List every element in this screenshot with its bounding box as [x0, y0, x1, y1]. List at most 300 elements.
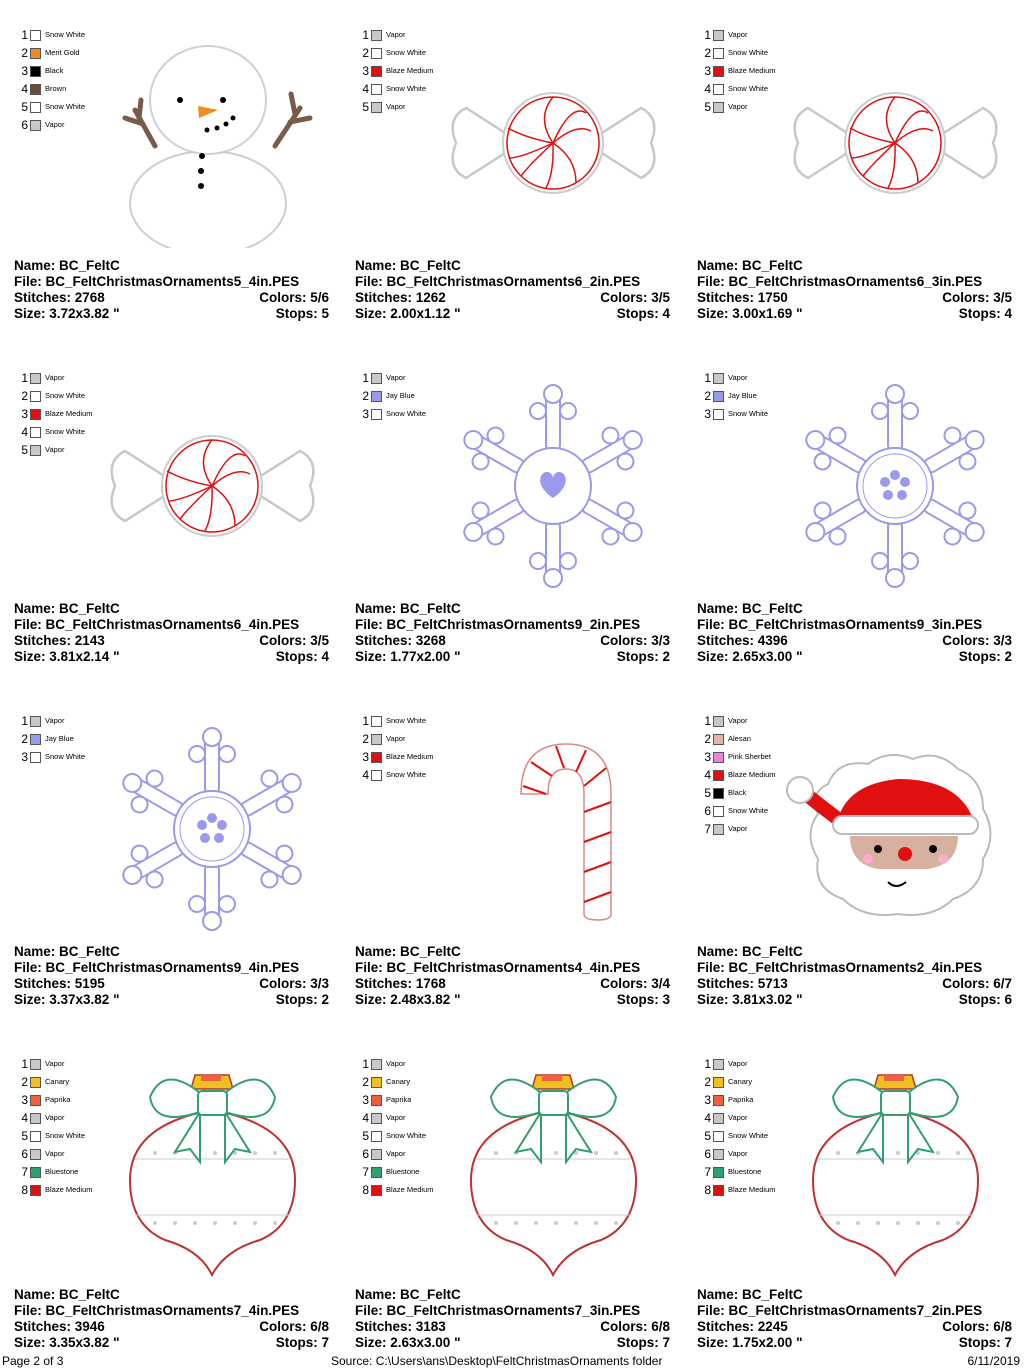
- thread-name: Vapor: [45, 120, 65, 129]
- thread-row: [18, 80, 85, 98]
- thread-row: [18, 730, 85, 748]
- thread-name: Vapor: [728, 824, 748, 833]
- thread-swatch: [371, 409, 382, 420]
- thread-number: 4: [362, 82, 369, 96]
- thread-number: 5: [21, 1129, 28, 1143]
- thread-number: 1: [362, 714, 369, 728]
- thread-row: [701, 1091, 776, 1109]
- design-stitches: Stitches: 2768: [14, 290, 105, 305]
- thread-swatch: [713, 752, 724, 763]
- thread-number: 1: [21, 371, 28, 385]
- thread-row: [18, 1091, 93, 1109]
- thread-number: 3: [21, 1093, 28, 1107]
- thread-name: Snow White: [45, 752, 86, 761]
- design-file: File: BC_FeltChristmasOrnaments6_2in.PES: [355, 274, 641, 289]
- design-size: Size: 2.65x3.00 ": [697, 649, 803, 664]
- thread-number: 1: [21, 28, 28, 42]
- design-stitches: Stitches: 1750: [697, 290, 788, 305]
- thread-number: 3: [21, 750, 28, 764]
- thread-name: Snow White: [45, 427, 86, 436]
- thread-row: [359, 98, 434, 116]
- thread-swatch: [371, 1167, 382, 1178]
- thread-swatch: [30, 66, 41, 77]
- design-stops: Stops: 2: [958, 649, 1012, 664]
- thread-swatch: [371, 102, 382, 113]
- thread-number: 5: [21, 100, 28, 114]
- thread-name: Jay Blue: [728, 391, 757, 400]
- thread-row: [18, 387, 93, 405]
- thread-number: 3: [362, 64, 369, 78]
- thread-row: [359, 712, 434, 730]
- thread-swatch: [713, 734, 724, 745]
- thread-row: [701, 369, 768, 387]
- design-info: [697, 1287, 1012, 1351]
- thread-row: [701, 26, 776, 44]
- design-card: [341, 0, 682, 342]
- thread-name: Paprika: [728, 1095, 754, 1104]
- design-name: Name: BC_FeltC: [14, 601, 120, 616]
- page-number: Page 2 of 3: [2, 1354, 64, 1368]
- thread-row: [359, 748, 434, 766]
- design-card: [341, 686, 682, 1028]
- thread-number: 6: [21, 1147, 28, 1161]
- design-stops: Stops: 4: [958, 306, 1012, 321]
- thread-swatch: [713, 30, 724, 41]
- thread-swatch: [30, 1185, 41, 1196]
- thread-number: 2: [21, 46, 28, 60]
- thread-number: 8: [362, 1183, 369, 1197]
- thread-row: [701, 98, 776, 116]
- thread-number: 5: [704, 1129, 711, 1143]
- thread-number: 7: [21, 1165, 28, 1179]
- thread-name: Bluestone: [386, 1167, 420, 1176]
- design-card: [0, 343, 341, 685]
- design-file: File: BC_FeltChristmasOrnaments5_4in.PES: [14, 274, 300, 289]
- design-file: File: BC_FeltChristmasOrnaments6_4in.PES: [14, 617, 300, 632]
- thread-name: Black: [45, 66, 64, 75]
- design-name: Name: BC_FeltC: [14, 258, 120, 273]
- design-colors: Colors: 3/5: [942, 290, 1012, 305]
- thread-name: Paprika: [45, 1095, 71, 1104]
- design-stitches: Stitches: 1262: [355, 290, 446, 305]
- thread-name: Snow White: [386, 1131, 427, 1140]
- design-colors: Colors: 6/7: [942, 976, 1012, 991]
- thread-number: 1: [704, 714, 711, 728]
- thread-swatch: [371, 1059, 382, 1070]
- thread-row: [18, 1055, 93, 1073]
- thread-name: Blaze Medium: [386, 752, 434, 761]
- thread-swatch: [30, 1077, 41, 1088]
- design-card: [341, 1029, 682, 1371]
- thread-swatch: [371, 1149, 382, 1160]
- thread-swatch: [713, 824, 724, 835]
- thread-number: 5: [21, 443, 28, 457]
- thread-swatch: [371, 734, 382, 745]
- design-colors: Colors: 3/3: [259, 976, 329, 991]
- thread-palette: [701, 1055, 776, 1199]
- thread-row: [701, 730, 776, 748]
- design-stitches: Stitches: 2143: [14, 633, 105, 648]
- thread-name: Blaze Medium: [728, 770, 776, 779]
- thread-name: Alesan: [728, 734, 751, 743]
- design-stops: Stops: 6: [958, 992, 1012, 1007]
- thread-number: 4: [21, 82, 28, 96]
- thread-name: Snow White: [386, 716, 427, 725]
- thread-swatch: [30, 409, 41, 420]
- thread-row: [359, 387, 426, 405]
- thread-row: [701, 80, 776, 98]
- thread-swatch: [371, 48, 382, 59]
- ornament-design-preview: [778, 1067, 1013, 1277]
- thread-number: 1: [362, 28, 369, 42]
- design-name: Name: BC_FeltC: [697, 258, 803, 273]
- thread-swatch: [371, 1131, 382, 1142]
- candycane-design-preview: [436, 724, 671, 934]
- thread-swatch: [713, 1113, 724, 1124]
- thread-swatch: [371, 1185, 382, 1196]
- thread-row: [18, 62, 85, 80]
- thread-swatch: [713, 409, 724, 420]
- thread-name: Blaze Medium: [386, 1185, 434, 1194]
- design-stops: Stops: 4: [616, 306, 670, 321]
- thread-number: 3: [704, 407, 711, 421]
- thread-swatch: [713, 1131, 724, 1142]
- thread-swatch: [30, 1113, 41, 1124]
- design-info: [14, 1287, 329, 1351]
- thread-row: [701, 820, 776, 838]
- thread-name: Vapor: [728, 102, 748, 111]
- thread-swatch: [371, 1077, 382, 1088]
- thread-name: Vapor: [728, 716, 748, 725]
- design-stitches: Stitches: 3946: [14, 1319, 105, 1334]
- thread-name: Vapor: [386, 1113, 406, 1122]
- thread-name: Vapor: [45, 716, 65, 725]
- thread-name: Vapor: [728, 1149, 748, 1158]
- thread-palette: [18, 26, 85, 134]
- snowman-design-preview: [95, 38, 330, 248]
- design-name: Name: BC_FeltC: [355, 1287, 461, 1302]
- thread-name: Vapor: [386, 1149, 406, 1158]
- design-info: [355, 1287, 670, 1351]
- thread-palette: [18, 1055, 93, 1199]
- design-stitches: Stitches: 5195: [14, 976, 105, 991]
- thread-name: Snow White: [386, 84, 427, 93]
- design-card: [341, 343, 682, 685]
- thread-name: Snow White: [728, 48, 769, 57]
- thread-number: 2: [362, 46, 369, 60]
- design-info: [14, 944, 329, 1008]
- thread-name: Snow White: [728, 1131, 769, 1140]
- thread-row: [701, 1145, 776, 1163]
- thread-row: [359, 1127, 434, 1145]
- thread-swatch: [30, 30, 41, 41]
- thread-number: 2: [362, 1075, 369, 1089]
- design-file: File: BC_FeltChristmasOrnaments7_3in.PES: [355, 1303, 641, 1318]
- design-stops: Stops: 3: [616, 992, 670, 1007]
- thread-swatch: [371, 84, 382, 95]
- thread-name: Snow White: [45, 391, 86, 400]
- source-path: Source: C:\Users\ans\Desktop\FeltChristmasOrnaments folder: [331, 1354, 663, 1368]
- design-info: [355, 601, 670, 665]
- thread-name: Snow White: [386, 770, 427, 779]
- thread-number: 5: [362, 100, 369, 114]
- thread-row: [701, 766, 776, 784]
- design-name: Name: BC_FeltC: [355, 258, 461, 273]
- thread-row: [18, 712, 85, 730]
- thread-row: [359, 766, 434, 784]
- thread-swatch: [713, 391, 724, 402]
- thread-number: 7: [704, 822, 711, 836]
- design-stops: Stops: 7: [275, 1335, 329, 1350]
- snowflake-star-design-preview: [778, 381, 1013, 591]
- thread-row: [18, 405, 93, 423]
- thread-number: 2: [704, 732, 711, 746]
- thread-number: 3: [362, 407, 369, 421]
- thread-number: 3: [21, 407, 28, 421]
- thread-number: 8: [704, 1183, 711, 1197]
- thread-name: Snow White: [728, 409, 769, 418]
- thread-swatch: [713, 1167, 724, 1178]
- candy-design-preview: [436, 38, 671, 248]
- thread-row: [701, 748, 776, 766]
- design-info: [697, 944, 1012, 1008]
- thread-name: Blaze Medium: [45, 409, 93, 418]
- thread-palette: [359, 712, 434, 784]
- design-file: File: BC_FeltChristmasOrnaments9_2in.PES: [355, 617, 641, 632]
- design-colors: Colors: 6/8: [259, 1319, 329, 1334]
- thread-row: [359, 1055, 434, 1073]
- thread-number: 4: [704, 82, 711, 96]
- thread-number: 5: [362, 1129, 369, 1143]
- design-card: [0, 686, 341, 1028]
- design-file: File: BC_FeltChristmasOrnaments7_2in.PES: [697, 1303, 983, 1318]
- thread-name: Vapor: [728, 30, 748, 39]
- thread-swatch: [30, 752, 41, 763]
- thread-name: Vapor: [728, 1113, 748, 1122]
- thread-number: 2: [704, 1075, 711, 1089]
- design-size: Size: 3.81x3.02 ": [697, 992, 803, 1007]
- thread-row: [18, 369, 93, 387]
- thread-number: 8: [21, 1183, 28, 1197]
- design-stitches: Stitches: 2245: [697, 1319, 788, 1334]
- thread-number: 2: [21, 732, 28, 746]
- design-card: [683, 0, 1024, 342]
- design-name: Name: BC_FeltC: [697, 601, 803, 616]
- design-info: [355, 944, 670, 1008]
- thread-row: [359, 1163, 434, 1181]
- thread-row: [701, 1109, 776, 1127]
- thread-swatch: [30, 48, 41, 59]
- thread-row: [359, 26, 434, 44]
- candy-design-preview: [95, 381, 330, 591]
- thread-name: Snow White: [386, 409, 427, 418]
- design-file: File: BC_FeltChristmasOrnaments4_4in.PES: [355, 960, 641, 975]
- thread-number: 3: [704, 750, 711, 764]
- thread-name: Vapor: [386, 734, 406, 743]
- thread-number: 1: [704, 1057, 711, 1071]
- thread-name: Brown: [45, 84, 67, 93]
- thread-number: 2: [21, 389, 28, 403]
- thread-swatch: [30, 1095, 41, 1106]
- thread-row: [701, 44, 776, 62]
- thread-name: Vapor: [45, 1113, 65, 1122]
- design-name: Name: BC_FeltC: [14, 944, 120, 959]
- design-colors: Colors: 3/3: [600, 633, 670, 648]
- thread-name: Vapor: [386, 373, 406, 382]
- thread-row: [359, 1073, 434, 1091]
- design-name: Name: BC_FeltC: [697, 944, 803, 959]
- thread-number: 1: [21, 714, 28, 728]
- thread-number: 3: [704, 64, 711, 78]
- design-colors: Colors: 3/5: [600, 290, 670, 305]
- thread-name: Snow White: [728, 84, 769, 93]
- page-footer: [0, 1354, 1024, 1370]
- thread-name: Paprika: [386, 1095, 412, 1104]
- thread-palette: [18, 712, 85, 766]
- thread-number: 3: [704, 1093, 711, 1107]
- thread-palette: [701, 712, 776, 838]
- design-info: [14, 601, 329, 665]
- thread-swatch: [30, 445, 41, 456]
- snowflake-star-design-preview: [95, 724, 330, 934]
- design-info: [697, 601, 1012, 665]
- thread-name: Jay Blue: [45, 734, 74, 743]
- thread-number: 4: [362, 768, 369, 782]
- design-colors: Colors: 3/3: [942, 633, 1012, 648]
- thread-name: Vapor: [45, 373, 65, 382]
- thread-row: [701, 1127, 776, 1145]
- thread-number: 4: [704, 768, 711, 782]
- thread-row: [359, 1145, 434, 1163]
- design-name: Name: BC_FeltC: [14, 1287, 120, 1302]
- design-card: [0, 0, 341, 342]
- thread-swatch: [713, 66, 724, 77]
- thread-name: Vapor: [728, 373, 748, 382]
- thread-swatch: [371, 716, 382, 727]
- thread-row: [359, 1091, 434, 1109]
- thread-name: Snow White: [45, 1131, 86, 1140]
- thread-row: [701, 1163, 776, 1181]
- thread-number: 1: [362, 371, 369, 385]
- thread-row: [359, 1109, 434, 1127]
- design-size: Size: 3.72x3.82 ": [14, 306, 120, 321]
- thread-swatch: [713, 1059, 724, 1070]
- thread-row: [18, 423, 93, 441]
- thread-number: 1: [704, 28, 711, 42]
- thread-name: Canary: [728, 1077, 753, 1086]
- thread-row: [701, 405, 768, 423]
- thread-name: Vapor: [45, 445, 65, 454]
- thread-name: Bluestone: [45, 1167, 79, 1176]
- thread-number: 4: [21, 425, 28, 439]
- thread-swatch: [713, 373, 724, 384]
- design-name: Name: BC_FeltC: [355, 601, 461, 616]
- thread-swatch: [30, 1149, 41, 1160]
- thread-row: [18, 441, 93, 459]
- thread-row: [701, 1055, 776, 1073]
- thread-swatch: [713, 84, 724, 95]
- thread-row: [18, 1109, 93, 1127]
- design-stops: Stops: 2: [616, 649, 670, 664]
- design-card: [683, 686, 1024, 1028]
- design-colors: Colors: 6/8: [600, 1319, 670, 1334]
- thread-row: [18, 1073, 93, 1091]
- thread-number: 3: [362, 750, 369, 764]
- thread-name: Canary: [45, 1077, 70, 1086]
- thread-palette: [359, 369, 426, 423]
- thread-palette: [701, 369, 768, 423]
- thread-swatch: [30, 734, 41, 745]
- design-colors: Colors: 5/6: [259, 290, 329, 305]
- thread-name: Snow White: [45, 30, 86, 39]
- thread-number: 2: [362, 389, 369, 403]
- thread-row: [359, 1181, 434, 1199]
- design-stops: Stops: 5: [275, 306, 329, 321]
- design-info: [14, 258, 329, 322]
- thread-swatch: [713, 770, 724, 781]
- thread-row: [18, 26, 85, 44]
- thread-number: 6: [21, 118, 28, 132]
- thread-swatch: [371, 1095, 382, 1106]
- thread-name: Jay Blue: [386, 391, 415, 400]
- thread-number: 2: [704, 389, 711, 403]
- thread-palette: [701, 26, 776, 116]
- thread-swatch: [713, 806, 724, 817]
- thread-row: [18, 116, 85, 134]
- thread-palette: [359, 26, 434, 116]
- thread-number: 2: [704, 46, 711, 60]
- ornament-design-preview: [436, 1067, 671, 1277]
- design-file: File: BC_FeltChristmasOrnaments7_4in.PES: [14, 1303, 300, 1318]
- thread-swatch: [30, 716, 41, 727]
- design-info: [355, 258, 670, 322]
- design-stitches: Stitches: 4396: [697, 633, 788, 648]
- thread-name: Vapor: [386, 102, 406, 111]
- thread-row: [359, 730, 434, 748]
- design-card: [683, 343, 1024, 685]
- thread-swatch: [713, 48, 724, 59]
- thread-swatch: [713, 1095, 724, 1106]
- thread-swatch: [30, 84, 41, 95]
- design-size: Size: 2.48x3.82 ": [355, 992, 461, 1007]
- thread-swatch: [30, 427, 41, 438]
- thread-row: [18, 1145, 93, 1163]
- design-size: Size: 3.37x3.82 ": [14, 992, 120, 1007]
- thread-name: Pink Sherbet: [728, 752, 771, 761]
- thread-name: Bluestone: [728, 1167, 762, 1176]
- thread-name: Blaze Medium: [728, 66, 776, 75]
- design-file: File: BC_FeltChristmasOrnaments9_4in.PES: [14, 960, 300, 975]
- thread-number: 6: [704, 804, 711, 818]
- thread-name: Canary: [386, 1077, 411, 1086]
- thread-name: Vapor: [386, 30, 406, 39]
- thread-number: 5: [704, 786, 711, 800]
- print-date: 6/11/2019: [967, 1354, 1020, 1368]
- design-file: File: BC_FeltChristmasOrnaments6_3in.PES: [697, 274, 983, 289]
- candy-design-preview: [778, 38, 1013, 248]
- thread-swatch: [30, 102, 41, 113]
- thread-row: [18, 1181, 93, 1199]
- thread-swatch: [30, 1059, 41, 1070]
- design-stitches: Stitches: 1768: [355, 976, 446, 991]
- thread-row: [701, 802, 776, 820]
- thread-row: [359, 405, 426, 423]
- thread-row: [701, 784, 776, 802]
- design-size: Size: 2.00x1.12 ": [355, 306, 461, 321]
- thread-name: Vapor: [45, 1149, 65, 1158]
- thread-name: Blaze Medium: [728, 1185, 776, 1194]
- thread-number: 7: [704, 1165, 711, 1179]
